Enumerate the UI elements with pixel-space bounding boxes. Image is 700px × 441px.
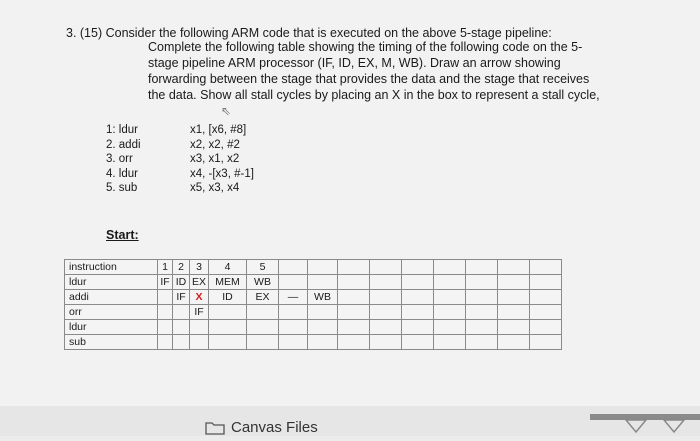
cycle-cell[interactable] [279,305,308,320]
cycle-cell[interactable] [402,275,434,290]
cycle-cell[interactable] [308,320,338,335]
toolbar-handle-icon[interactable] [590,408,700,436]
cycle-cell[interactable] [466,305,498,320]
instruction-cell: instruction [65,260,158,275]
cycle-cell[interactable] [158,305,173,320]
cycle-cell[interactable] [434,275,466,290]
code-op: 1: ldur [106,124,138,136]
cycle-cell[interactable] [402,320,434,335]
cycle-cell: 2 [173,260,190,275]
table-row [65,290,562,305]
cycle-cell[interactable] [498,335,530,350]
question-line-2: stage pipeline ARM processor (IF, ID, EX, M, WB). Draw an arrow showing [148,56,561,70]
cycle-cell[interactable]: WB [308,290,338,305]
cycle-cell: 1 [158,260,173,275]
cycle-cell[interactable] [370,275,402,290]
question-line-4: the data. Show all stall cycles by placing an X in the box to represent a stall cycle, [148,88,600,102]
cycle-cell[interactable] [158,320,173,335]
table-row [65,335,562,350]
folder-icon [205,421,225,435]
cycle-cell[interactable] [370,320,402,335]
cycle-cell[interactable] [158,335,173,350]
pipeline-timing-table [64,259,562,350]
cycle-cell[interactable]: ID [209,290,247,305]
cycle-cell[interactable] [158,290,173,305]
cycle-cell[interactable] [402,290,434,305]
instruction-cell[interactable]: addi [65,290,158,305]
cycle-cell[interactable] [209,335,247,350]
cycle-cell[interactable]: — [279,290,308,305]
table-row [65,275,562,290]
code-args: x4, -[x3, #-1] [190,167,254,180]
cycle-cell[interactable] [530,305,562,320]
instruction-cell[interactable]: ldur [65,275,158,290]
start-label: Start: [106,228,139,242]
cycle-cell[interactable] [338,305,370,320]
cycle-cell[interactable]: IF [190,305,209,320]
cycle-cell[interactable]: IF [173,290,190,305]
cycle-cell [402,260,434,275]
cycle-cell[interactable] [308,305,338,320]
cycle-cell[interactable]: MEM [209,275,247,290]
cycle-cell [370,260,402,275]
table-row [65,305,562,320]
code-op: 5. sub [106,182,138,194]
cycle-cell[interactable] [530,290,562,305]
cycle-cell[interactable] [434,290,466,305]
cycle-cell[interactable] [247,335,279,350]
instruction-cell[interactable]: sub [65,335,158,350]
table-header-row [65,260,562,275]
cycle-cell[interactable] [308,335,338,350]
code-op: 3. orr [106,153,133,165]
cycle-cell[interactable] [530,320,562,335]
cycle-cell[interactable] [173,335,190,350]
cycle-cell[interactable] [466,290,498,305]
cycle-cell[interactable] [530,275,562,290]
cycle-cell[interactable] [466,335,498,350]
code-op: 2. addi [106,138,141,151]
cycle-cell[interactable]: X [190,290,209,305]
cycle-cell[interactable]: EX [190,275,209,290]
cycle-cell [338,260,370,275]
cycle-cell[interactable] [209,305,247,320]
code-args: x5, x3, x4 [190,182,240,194]
question-line-3: forwarding between the stage that provides the data and the stage that receives [148,72,590,86]
cycle-cell[interactable] [402,335,434,350]
cycle-cell [308,260,338,275]
cycle-cell: 3 [190,260,209,275]
cycle-cell[interactable] [370,290,402,305]
cycle-cell[interactable] [466,275,498,290]
question-line-1: Complete the following table showing the timing of the following code on the 5- [148,40,583,54]
cycle-cell[interactable]: WB [247,275,279,290]
cycle-cell[interactable] [370,335,402,350]
cycle-cell[interactable] [434,335,466,350]
cycle-cell[interactable] [338,320,370,335]
cycle-cell[interactable] [434,320,466,335]
cycle-cell[interactable] [338,335,370,350]
cycle-cell[interactable] [173,305,190,320]
cycle-cell [498,260,530,275]
code-args: x2, x2, #2 [190,138,240,151]
cycle-cell[interactable] [247,305,279,320]
cycle-cell[interactable]: IF [158,275,173,290]
cycle-cell [434,260,466,275]
cycle-cell[interactable] [402,305,434,320]
cycle-cell[interactable] [498,305,530,320]
table-row [65,320,562,335]
code-args: x1, [x6, #8] [190,124,247,136]
cycle-cell [530,260,562,275]
cycle-cell[interactable] [279,275,308,290]
instruction-cell[interactable]: orr [65,305,158,320]
code-op: 4. ldur [106,167,138,180]
cycle-cell[interactable]: EX [247,290,279,305]
cycle-cell: 4 [209,260,247,275]
cycle-cell[interactable] [498,320,530,335]
cycle-cell[interactable] [498,290,530,305]
cycle-cell[interactable] [338,290,370,305]
cycle-cell[interactable] [279,335,308,350]
cycle-cell[interactable] [190,335,209,350]
cycle-cell [466,260,498,275]
cycle-cell [279,260,308,275]
mouse-cursor-icon: ⇖ [221,104,232,118]
cycle-cell[interactable] [370,305,402,320]
question-header: 3. (15) Consider the following ARM code that is executed on the above 5-stage pipeline: [66,26,552,40]
cycle-cell[interactable] [247,320,279,335]
cycle-cell[interactable] [209,320,247,335]
cycle-cell[interactable] [173,320,190,335]
cycle-cell[interactable] [190,320,209,335]
code-args: x3, x1, x2 [190,153,240,165]
cycle-cell[interactable] [279,320,308,335]
canvas-files-button[interactable] [205,419,318,436]
cycle-cell: 5 [247,260,279,275]
cycle-cell[interactable] [308,275,338,290]
cycle-cell[interactable] [498,275,530,290]
instruction-cell[interactable]: ldur [65,320,158,335]
cycle-cell[interactable] [466,320,498,335]
cycle-cell[interactable] [530,335,562,350]
cycle-cell[interactable]: ID [173,275,190,290]
cycle-cell[interactable] [338,275,370,290]
cycle-cell[interactable] [434,305,466,320]
canvas-files-label: Canvas Files [231,419,318,436]
